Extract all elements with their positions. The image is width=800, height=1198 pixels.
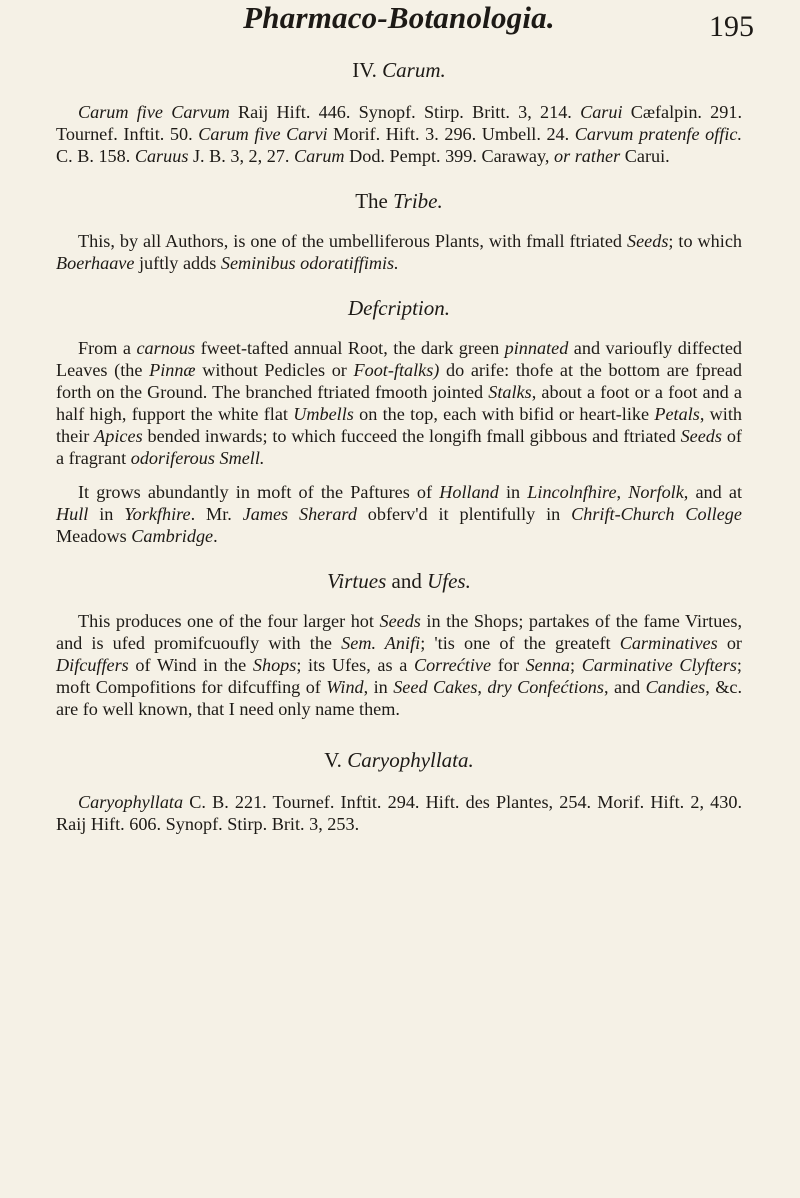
virtues-heading-em1: Virtues xyxy=(327,569,387,593)
habitat-paragraph: It grows abundantly in moft of the Paftures of Holland in Lincolnfhire, Norfolk, and at Hull in Yorkfhire. Mr. James Sherard obferv'd it plentifully in Chrift-Church College Meadows Cambridge. xyxy=(56,482,743,546)
virtues-heading-em2: Ufes. xyxy=(427,569,471,593)
running-title: Pharmaco-Botanologia. xyxy=(243,0,555,35)
description-heading-text: Defcription. xyxy=(347,296,451,320)
page-number: 195 xyxy=(709,10,754,43)
carum-synonyms: Carum five Carvum Raij Hift. 446. Synopf. Stirp. Britt. 3, 214. Carui Cæfalpin. 291. Tournef. Inftit. 50. Carum five Carvi Morif. Hift. 3. 296. Umbell. 24. Carvum pratenfe offic. C. B. 158. Caruus J. B. 3, 2, 27. Carum Dod. Pempt. 399. Caraway, or rather Carui. xyxy=(56,102,743,166)
section-heading-carum xyxy=(56,58,742,83)
section-heading-caryophyllata xyxy=(56,748,742,773)
section-v-name: Caryophyllata. xyxy=(347,748,474,772)
description-paragraph: From a carnous fweet-tafted annual Root, the dark green pinnated and varioufly diffected Leaves (the Pinnæ without Pedicles or Foot-ftalks) do arife: thofe at the bottom are fpread forth on the Ground. The branched ftriated fmooth jointed Stalks, about a foot or a foot and a half high, fupport the white flat Umbells on the top, each with bifid or heart-like Petals, with their Apices bended inwards; to which fucceed the longifh fmall gibbous and ftriated Seeds of a fragrant odoriferous Smell. xyxy=(56,338,743,468)
section-number: IV. xyxy=(352,58,377,82)
tribe-heading-pre: The xyxy=(355,189,394,213)
section-name: Carum. xyxy=(382,58,446,82)
section-v-number: V. xyxy=(324,748,342,772)
virtues-paragraph: This produces one of the four larger hot Seeds in the Shops; partakes of the fame Virtues, and is ufed promifcuoufly with the Sem. Anifi; 'tis one of the greateft Carminatives or Difcuffers of Wind in the Shops; its Ufes, as a Correćtive for Senna; Carminative Clyfters; moft Compofitions for difcuffing of Wind, in Seed Cakes, dry Confećtions, and Candies, &c. are fo well known, that I need only name them. xyxy=(56,611,742,719)
virtues-heading-mid: and xyxy=(386,569,428,593)
tribe-heading xyxy=(56,189,742,214)
description-heading xyxy=(56,296,742,321)
tribe-heading-em: Tribe. xyxy=(393,189,443,213)
running-head xyxy=(56,0,754,43)
virtues-heading xyxy=(56,569,742,594)
caryophyllata-synonyms: Caryophyllata C. B. 221. Tournef. Inftit. 294. Hift. des Plantes, 254. Morif. Hift. 2, 430. Raij Hift. 606. Synopf. Stirp. Brit. 3, 253. xyxy=(56,792,742,834)
tribe-paragraph: This, by all Authors, is one of the umbelliferous Plants, with fmall ftriated Seeds; to which Boerhaave juftly adds Seminibus odoratiffimis. xyxy=(56,231,742,273)
